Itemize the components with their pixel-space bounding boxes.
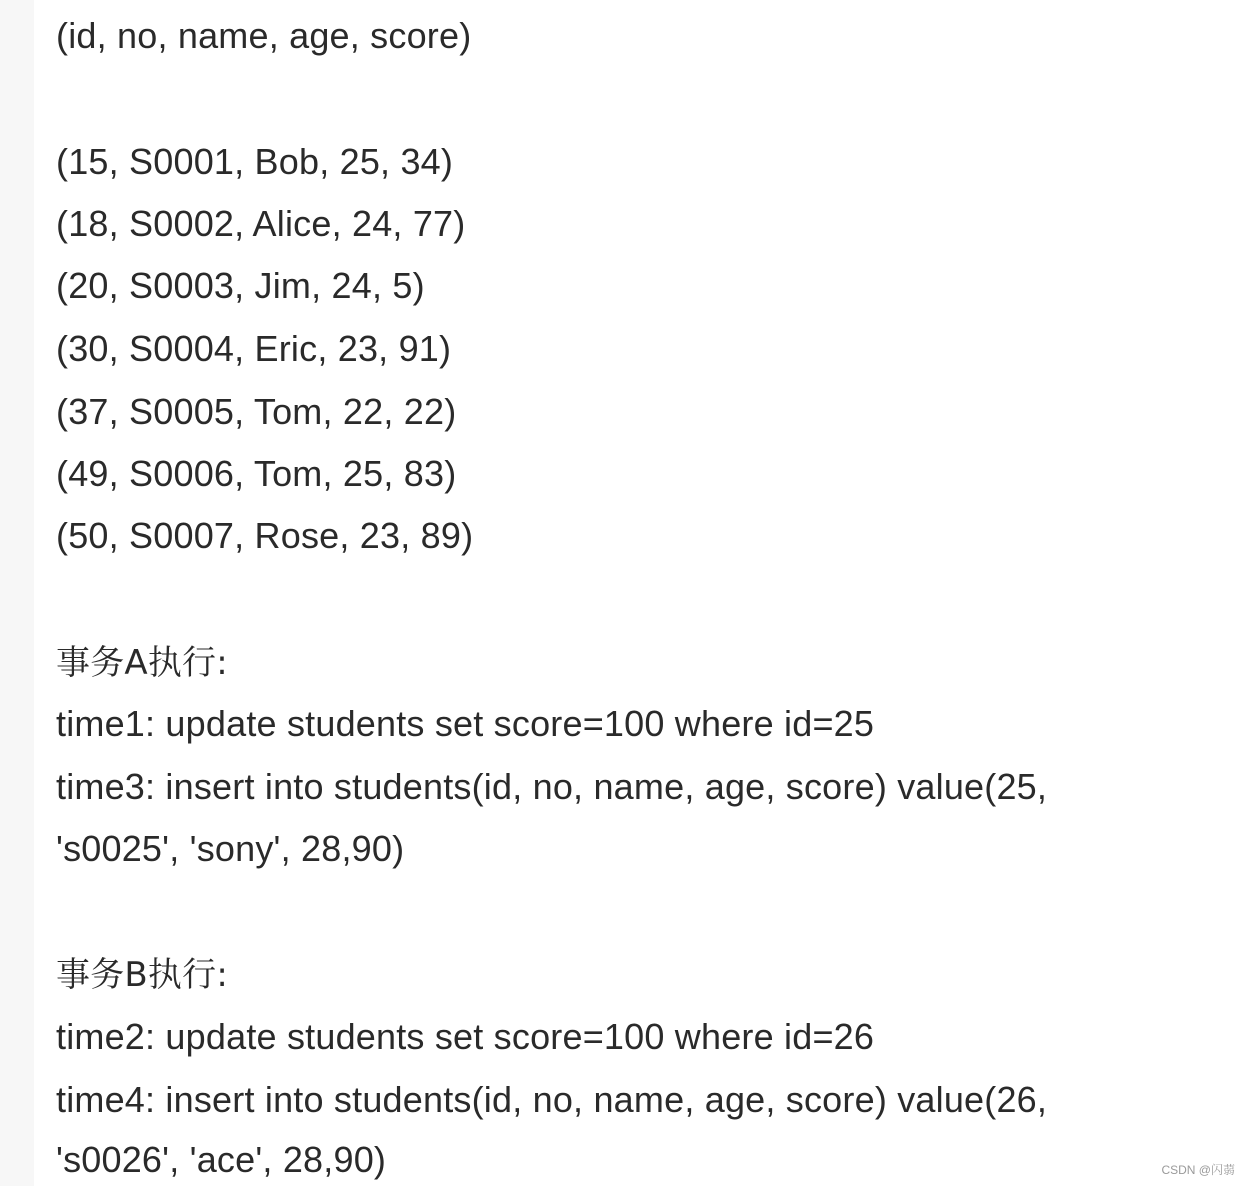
transaction-a-line-2: time3: insert into students(id, no, name, age, score) value(25, bbox=[56, 766, 1048, 807]
transaction-a-title: 事务A执行: bbox=[56, 643, 228, 683]
table-row: (49, S0006, Tom, 25, 83) bbox=[56, 453, 457, 494]
table-row: (37, S0005, Tom, 22, 22) bbox=[56, 391, 457, 432]
transaction-b-line-3: 's0026', 'ace', 28,90) bbox=[56, 1139, 387, 1180]
transaction-b-line-1: time2: update students set score=100 where id=26 bbox=[56, 1016, 875, 1057]
columns-header: (id, no, name, age, score) bbox=[56, 15, 472, 56]
transaction-b-title: 事务B执行: bbox=[56, 955, 228, 995]
transaction-b-line-2: time4: insert into students(id, no, name, age, score) value(26, bbox=[56, 1079, 1048, 1120]
transaction-a-line-1: time1: update students set score=100 where id=25 bbox=[56, 703, 875, 744]
table-row: (18, S0002, Alice, 24, 77) bbox=[56, 203, 466, 244]
table-row: (20, S0003, Jim, 24, 5) bbox=[56, 265, 425, 306]
table-row: (50, S0007, Rose, 23, 89) bbox=[56, 515, 474, 556]
left-margin-strip bbox=[0, 0, 34, 1186]
table-row: (30, S0004, Eric, 23, 91) bbox=[56, 328, 452, 369]
watermark-text: CSDN @闪蒻 bbox=[1161, 1163, 1235, 1177]
transaction-a-line-3: 's0025', 'sony', 28,90) bbox=[56, 828, 405, 869]
table-row: (15, S0001, Bob, 25, 34) bbox=[56, 141, 454, 182]
